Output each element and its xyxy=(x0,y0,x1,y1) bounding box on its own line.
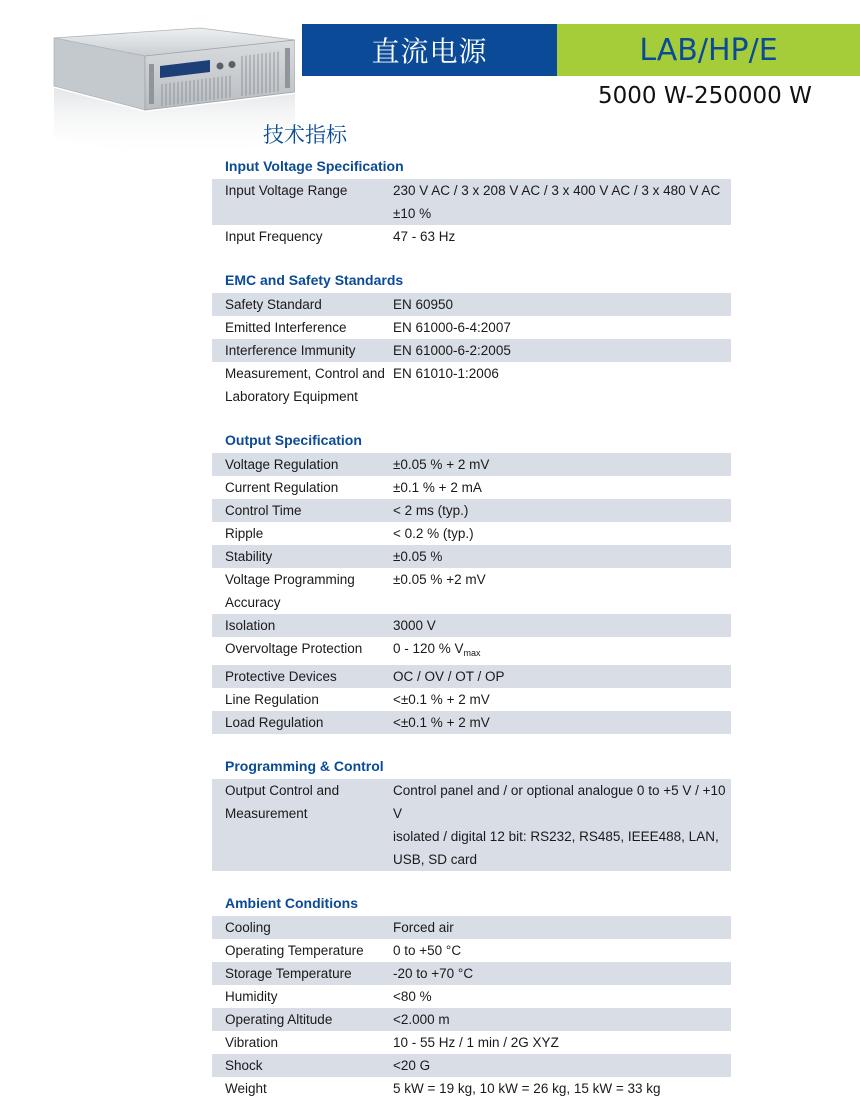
spec-group-programming xyxy=(212,756,731,871)
table-row xyxy=(212,453,731,476)
row-label: Overvoltage Protection xyxy=(225,641,363,656)
group-title: Ambient Conditions xyxy=(225,895,358,911)
row-label: Input Frequency xyxy=(225,229,323,244)
group-title: Input Voltage Specification xyxy=(225,158,404,174)
row-value: 230 V AC / 3 x 208 V AC / 3 x 400 V AC / 3 x 480 V AC ±10 % xyxy=(393,183,721,221)
row-label: Protective Devices xyxy=(225,669,337,684)
table-row xyxy=(212,1054,731,1077)
row-value: < 2 ms (typ.) xyxy=(393,503,469,518)
table-row xyxy=(212,225,731,248)
row-value: <±0.1 % + 2 mV xyxy=(393,692,490,707)
table-row xyxy=(212,499,731,522)
row-value: <20 G xyxy=(393,1058,431,1073)
row-value: ±0.05 % xyxy=(393,549,443,564)
power-range: 5000 W-250000 W xyxy=(598,83,812,109)
table-row xyxy=(212,179,731,225)
row-value: 0 to +50 °C xyxy=(393,943,462,958)
row-label xyxy=(212,362,393,408)
row-label-line: Measurement xyxy=(225,806,308,821)
table-row xyxy=(212,1077,731,1100)
spacer xyxy=(212,871,731,893)
row-value: <±0.1 % + 2 mV xyxy=(393,715,490,730)
row-value-line: Control panel and / or optional analogue 0 to +5 V / +10 V xyxy=(393,783,726,821)
table-row xyxy=(212,1031,731,1054)
row-label-line: Output Control and xyxy=(225,783,340,798)
table-row xyxy=(212,637,731,665)
row-label: Voltage Programming Accuracy xyxy=(225,572,355,610)
spec-group-emc xyxy=(212,270,731,408)
table-row xyxy=(212,916,731,939)
product-image xyxy=(50,26,295,158)
row-value: EN 60950 xyxy=(393,297,454,312)
table-row xyxy=(212,614,731,637)
group-title: EMC and Safety Standards xyxy=(225,272,404,288)
row-value: < 0.2 % (typ.) xyxy=(393,526,474,541)
table-row xyxy=(212,1008,731,1031)
table-row xyxy=(212,316,731,339)
row-value: EN 61000-6-4:2007 xyxy=(393,320,511,335)
table-row xyxy=(212,362,731,408)
row-value: <2.000 m xyxy=(393,1012,450,1027)
row-value: ±0.05 % + 2 mV xyxy=(393,457,490,472)
table-row xyxy=(212,568,731,614)
row-value: OC / OV / OT / OP xyxy=(393,669,505,684)
spacer xyxy=(212,408,731,430)
table-row xyxy=(212,545,731,568)
spacer xyxy=(212,248,731,270)
row-value: ±0.05 % +2 mV xyxy=(393,572,486,587)
row-label: Storage Temperature xyxy=(225,966,352,981)
group-title: Programming & Control xyxy=(225,758,384,774)
row-value: 47 - 63 Hz xyxy=(393,229,456,244)
row-value: 5 kW = 19 kg, 10 kW = 26 kg, 15 kW = 33 kg xyxy=(393,1081,661,1096)
row-value xyxy=(393,637,731,665)
row-value: 3000 V xyxy=(393,618,436,633)
row-value: EN 61010-1:2006 xyxy=(393,366,499,381)
table-row xyxy=(212,985,731,1008)
row-value: 10 - 55 Hz / 1 min / 2G XYZ xyxy=(393,1035,559,1050)
row-value xyxy=(393,779,731,871)
row-value: Forced air xyxy=(393,920,454,935)
row-label: Humidity xyxy=(225,989,278,1004)
table-row xyxy=(212,779,731,871)
row-label xyxy=(212,779,393,871)
row-label: Current Regulation xyxy=(225,480,339,495)
row-label: Voltage Regulation xyxy=(225,457,339,472)
row-label: Operating Altitude xyxy=(225,1012,333,1027)
table-row xyxy=(212,939,731,962)
category-banner: 直流电源 xyxy=(302,24,557,76)
row-value: EN 61000-6-2:2005 xyxy=(393,343,511,358)
row-label: Vibration xyxy=(225,1035,279,1050)
row-value-line: isolated / digital 12 bit: RS232, RS485, IEEE488, LAN, xyxy=(393,829,719,844)
row-label: Stability xyxy=(225,549,273,564)
row-label: Ripple xyxy=(225,526,264,541)
row-value-text: 0 - 120 % V xyxy=(393,641,464,656)
row-value-line: USB, SD card xyxy=(393,852,478,867)
spacer xyxy=(212,734,731,756)
spec-group-ambient xyxy=(212,893,731,1100)
row-label: Operating Temperature xyxy=(225,943,364,958)
table-row xyxy=(212,522,731,545)
table-row xyxy=(212,665,731,688)
row-value: -20 to +70 °C xyxy=(393,966,474,981)
row-label: Isolation xyxy=(225,618,276,633)
row-value-subscript: max xyxy=(463,648,481,658)
row-label: Input Voltage Range xyxy=(225,183,348,198)
row-label: Load Regulation xyxy=(225,715,324,730)
row-value: <80 % xyxy=(393,989,432,1004)
row-label: Interference Immunity xyxy=(225,343,356,358)
row-label: Safety Standard xyxy=(225,297,322,312)
group-title: Output Specification xyxy=(225,432,362,448)
row-label: Emitted Interference xyxy=(225,320,347,335)
section-title: 技术指标 xyxy=(263,123,347,147)
row-label: Line Regulation xyxy=(225,692,319,707)
table-row xyxy=(212,688,731,711)
table-row xyxy=(212,962,731,985)
row-label: Weight xyxy=(225,1081,267,1096)
table-row xyxy=(212,711,731,734)
spec-group-output xyxy=(212,430,731,734)
row-label: Control Time xyxy=(225,503,302,518)
table-row xyxy=(212,293,731,316)
table-row xyxy=(212,339,731,362)
row-value: ±0.1 % + 2 mA xyxy=(393,480,482,495)
model-banner: LAB/HP/E xyxy=(557,24,860,76)
row-label: Cooling xyxy=(225,920,271,935)
row-label: Shock xyxy=(225,1058,263,1073)
row-label-line: Laboratory Equipment xyxy=(225,389,358,404)
row-label-line: Measurement, Control and xyxy=(225,366,385,381)
spec-group-input-voltage xyxy=(212,156,731,248)
spec-table xyxy=(212,156,731,1100)
table-row xyxy=(212,476,731,499)
